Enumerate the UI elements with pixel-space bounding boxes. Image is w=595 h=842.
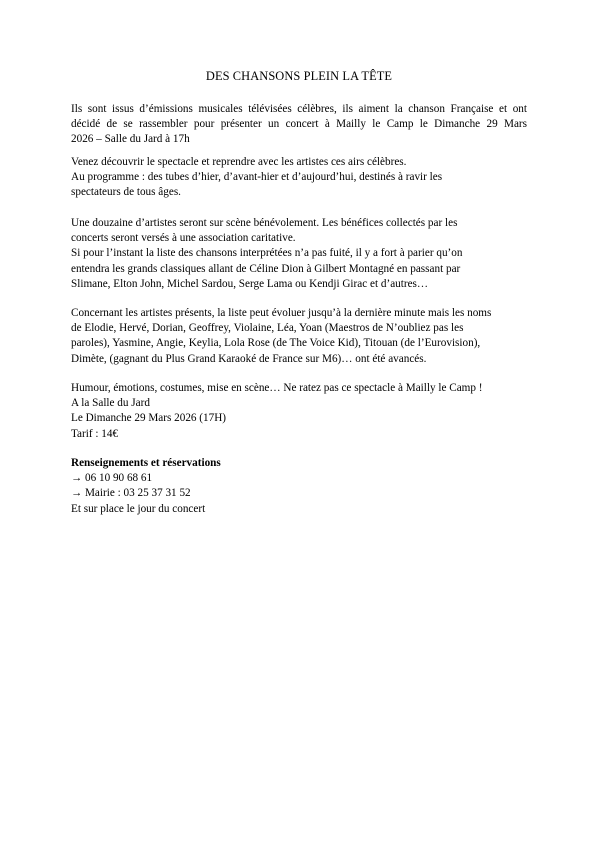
artists-line-4: entendra les grands classiques allant de Céline Dion à Gilbert Montagné en passant par	[71, 262, 461, 275]
ticket-price: Tarif : 14€	[71, 427, 119, 440]
contact-phone-1: → 06 10 90 68 61	[71, 472, 153, 485]
artists-paragraph	[71, 216, 527, 292]
artists-line-2: concerts seront versés à une association caritative.	[71, 232, 296, 245]
intro-line-3: 2026 – Salle du Jard à 17h	[71, 133, 190, 146]
event-date: Le Dimanche 29 Mars 2026 (17H)	[71, 412, 227, 425]
info-line-1: Humour, émotions, costumes, mise en scène… Ne ratez pas ce spectacle à Mailly le Camp !	[71, 382, 483, 394]
discover-paragraph	[71, 155, 527, 201]
discover-line-3: spectateurs de tous âges.	[71, 186, 181, 199]
present-line-3: paroles), Yasmine, Angie, Keylia, Lola Rose (de The Voice Kid), Titouan (de l’Eurovision),	[71, 337, 481, 350]
document-title: DES CHANSONS PLEIN LA TÊTE	[205, 69, 393, 83]
intro-line-1: Ils sont issus d’émissions musicales télévisées célèbres, ils aiment la chanson Française et ont	[71, 103, 527, 115]
contact-heading: Renseignements et réservations	[71, 457, 221, 469]
present-artists-paragraph	[71, 306, 527, 367]
contact-section	[71, 456, 527, 517]
contact-phone-2: → Mairie : 03 25 37 31 52	[71, 487, 191, 500]
artists-line-1: Une douzaine d’artistes seront sur scène bénévolement. Les bénéfices collectés par les	[71, 217, 458, 229]
event-info	[71, 381, 527, 442]
venue: A la Salle du Jard	[71, 397, 150, 410]
discover-line-1: Venez découvrir le spectacle et reprendre avec les artistes ces airs célèbres.	[71, 156, 407, 168]
present-line-1: Concernant les artistes présents, la liste peut évoluer jusqu’à la dernière minute mais les noms	[71, 307, 492, 319]
discover-line-2: Au programme : des tubes d’hier, d’avant-hier et d’aujourd’hui, destinés à ravir les	[71, 171, 443, 184]
present-line-4: Dimète, (gagnant du Plus Grand Karaoké de France sur M6)… ont été avancés.	[71, 352, 427, 365]
contact-onsite: Et sur place le jour du concert	[71, 502, 206, 515]
present-line-2: de Elodie, Hervé, Dorian, Geoffrey, Violaine, Léa, Yoan (Maestros de N’oubliez pas les	[71, 322, 464, 335]
artists-line-5: Slimane, Elton John, Michel Sardou, Serge Lama ou Kendji Girac et d’autres…	[71, 277, 429, 290]
artists-line-3: Si pour l’instant la liste des chansons interprétées n’a pas fuité, il y a fort à parier qu’on	[71, 247, 463, 260]
intro-paragraph	[71, 102, 527, 148]
intro-line-2: décidé de se rassembler pour présenter un concert à Mailly le Camp le Dimanche 29 Mars	[71, 118, 527, 131]
